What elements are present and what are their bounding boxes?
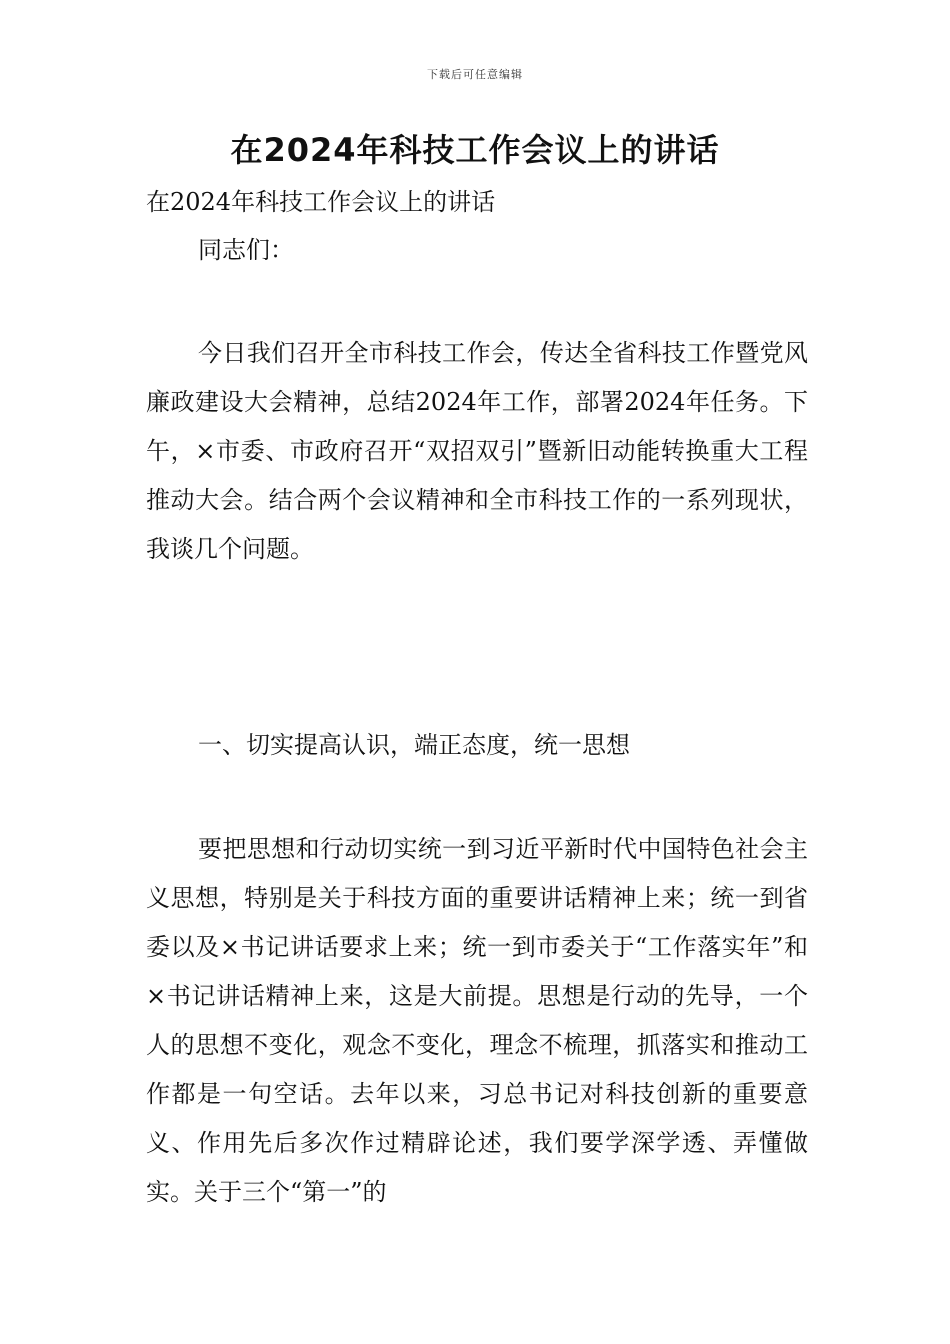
document-title: 在2024年科技工作会议上的讲话: [230, 131, 720, 169]
repeat-title: 在2024年科技工作会议上的讲话: [146, 188, 496, 216]
salutation: 同志们：: [198, 236, 294, 264]
header-note: 下载后可任意编辑: [427, 68, 523, 81]
paragraph-2: 要把思想和行动切实统一到习近平新时代中国特色社会主义思想，特别是关于科技方面的重要讲话精神上来；统一到省委以及×书记讲话要求上来；统一到市委关于“工作落实年”和×书记讲话精神上来，这是大前提。思想是行动的先导，一个人的思想不变化，观念不变化，理念不梳理，抓落实和推动工作都是一句空话。去年以来，习总书记对科技创新的重要意义、作用先后多次作过精辟论述，我们要学深学透、弄懂做实。关于三个“第一”的: [146, 835, 808, 1206]
section-heading-1: 一、切实提高认识，端正态度，统一思想: [198, 731, 630, 759]
paragraph-1: 今日我们召开全市科技工作会，传达全省科技工作暨党风廉政建设大会精神，总结2024年工作，部署2024年任务。下午，×市委、市政府召开“双招双引”暨新旧动能转换重大工程推动大会。结合两个会议精神和全市科技工作的一系列现状，我谈几个问题。: [146, 339, 808, 563]
